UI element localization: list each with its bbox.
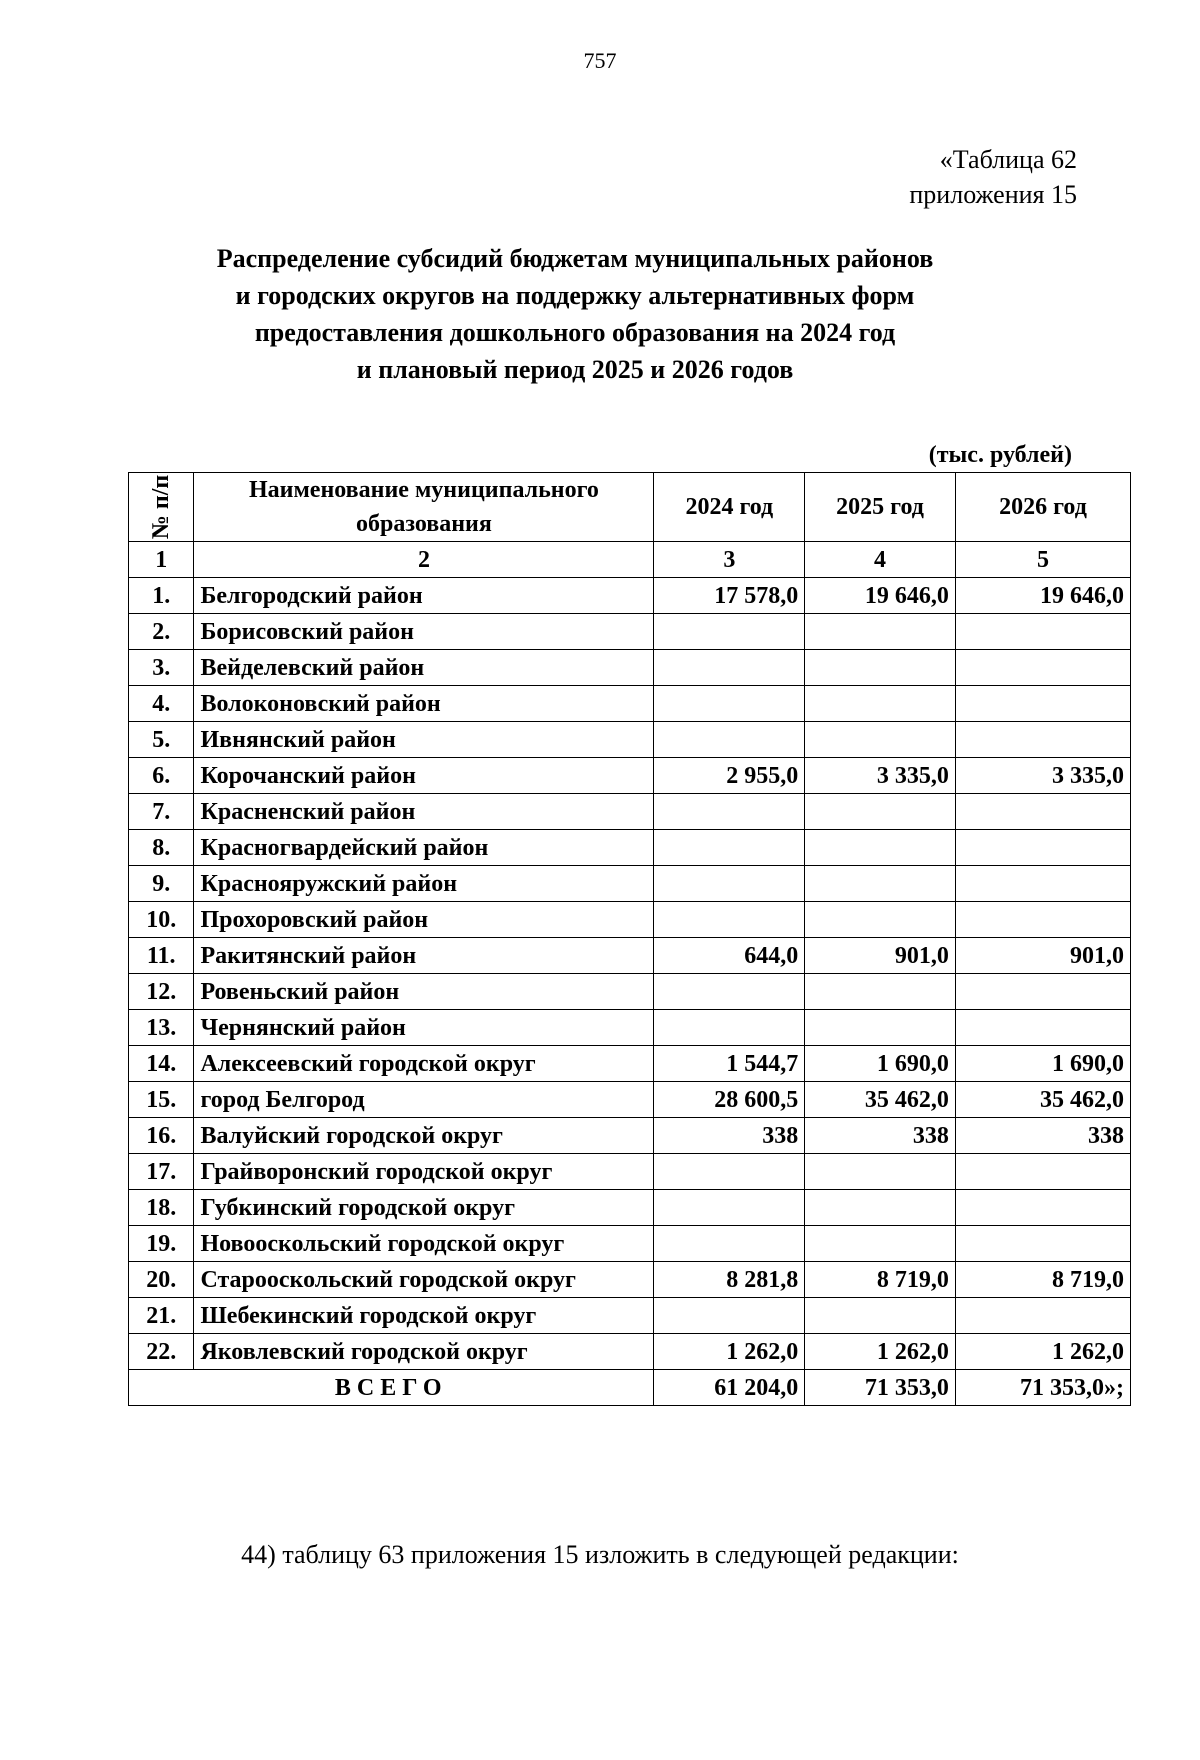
- municipality-name: Чернянский район: [194, 1010, 654, 1046]
- index-cell: 2: [194, 542, 654, 578]
- value-2025: [805, 1154, 956, 1190]
- value-2025: 19 646,0: [805, 578, 956, 614]
- value-2025: [805, 794, 956, 830]
- total-2025: 71 353,0: [805, 1370, 956, 1406]
- municipality-name: Яковлевский городской округ: [194, 1334, 654, 1370]
- value-2026: [955, 650, 1130, 686]
- table-row: [129, 866, 1131, 902]
- value-2025: [805, 902, 956, 938]
- row-number: 6.: [129, 758, 194, 794]
- table-row: [129, 1154, 1131, 1190]
- value-2025: 338: [805, 1118, 956, 1154]
- value-2025: [805, 1190, 956, 1226]
- table-reference: [909, 142, 1077, 212]
- value-2026: [955, 1154, 1130, 1190]
- value-2026: 19 646,0: [955, 578, 1130, 614]
- value-2025: 1 690,0: [805, 1046, 956, 1082]
- value-2024: 2 955,0: [654, 758, 805, 794]
- value-2025: [805, 830, 956, 866]
- total-row: [129, 1370, 1131, 1406]
- table-body: [129, 578, 1131, 1370]
- municipality-name: Волоконовский район: [194, 686, 654, 722]
- page-number: 757: [583, 48, 617, 73]
- value-2024: [654, 1154, 805, 1190]
- value-2026: 338: [955, 1118, 1130, 1154]
- value-2024: 644,0: [654, 938, 805, 974]
- table-row: [129, 830, 1131, 866]
- municipality-name: Алексеевский городской округ: [194, 1046, 654, 1082]
- row-number: 4.: [129, 686, 194, 722]
- value-2024: 17 578,0: [654, 578, 805, 614]
- header-2025: 2025 год: [805, 473, 956, 542]
- row-number: 10.: [129, 902, 194, 938]
- row-number: 22.: [129, 1334, 194, 1370]
- value-2025: 3 335,0: [805, 758, 956, 794]
- municipality-name: Новооскольский городской округ: [194, 1226, 654, 1262]
- table-row: [129, 1226, 1131, 1262]
- row-number: 17.: [129, 1154, 194, 1190]
- row-number: 18.: [129, 1190, 194, 1226]
- value-2024: [654, 722, 805, 758]
- index-cell: 1: [129, 542, 194, 578]
- value-2026: 901,0: [955, 938, 1130, 974]
- table-row: [129, 794, 1131, 830]
- row-number: 11.: [129, 938, 194, 974]
- header-name: Наименование муниципального образования: [194, 473, 654, 542]
- value-2026: 3 335,0: [955, 758, 1130, 794]
- row-number: 7.: [129, 794, 194, 830]
- table-ref-line-2: приложения 15: [909, 180, 1077, 209]
- header-num: [129, 473, 194, 542]
- value-2026: [955, 830, 1130, 866]
- value-2026: 1 690,0: [955, 1046, 1130, 1082]
- row-number: 8.: [129, 830, 194, 866]
- value-2025: 1 262,0: [805, 1334, 956, 1370]
- total-2024: 61 204,0: [654, 1370, 805, 1406]
- value-2026: [955, 686, 1130, 722]
- value-2025: 8 719,0: [805, 1262, 956, 1298]
- table-row: [129, 1334, 1131, 1370]
- table-row: [129, 758, 1131, 794]
- value-2024: 1 544,7: [654, 1046, 805, 1082]
- value-2024: [654, 614, 805, 650]
- total-2026: 71 353,0»;: [955, 1370, 1130, 1406]
- value-2025: [805, 614, 956, 650]
- column-index-row: [129, 542, 1131, 578]
- row-number: 9.: [129, 866, 194, 902]
- row-number: 1.: [129, 578, 194, 614]
- value-2026: [955, 614, 1130, 650]
- value-2026: [955, 974, 1130, 1010]
- title-line-3: предоставления дошкольного образования на 2024 год: [254, 318, 896, 347]
- table-ref-line-1: «Таблица 62: [939, 145, 1077, 174]
- table-row: [129, 1082, 1131, 1118]
- value-2024: [654, 866, 805, 902]
- document-title: [150, 240, 1000, 388]
- municipality-name: город Белгород: [194, 1082, 654, 1118]
- municipality-name: Красногвардейский район: [194, 830, 654, 866]
- title-line-4: и плановый период 2025 и 2026 годов: [356, 355, 794, 384]
- header-num-label: № п/п: [148, 474, 175, 540]
- municipality-name: Прохоровский район: [194, 902, 654, 938]
- value-2025: [805, 866, 956, 902]
- table-row: [129, 902, 1131, 938]
- title-line-2: и городских округов на поддержку альтернативных форм: [235, 281, 915, 310]
- table-row: [129, 974, 1131, 1010]
- table-row: [129, 1118, 1131, 1154]
- value-2025: 35 462,0: [805, 1082, 956, 1118]
- value-2025: [805, 974, 956, 1010]
- value-2024: [654, 1010, 805, 1046]
- table-header-row: [129, 473, 1131, 542]
- value-2024: [654, 650, 805, 686]
- value-2025: [805, 1010, 956, 1046]
- value-2024: [654, 794, 805, 830]
- value-2024: [654, 1226, 805, 1262]
- table-row: [129, 614, 1131, 650]
- value-2025: [805, 650, 956, 686]
- total-label: ВСЕГО: [129, 1370, 654, 1406]
- municipality-name: Старооскольский городской округ: [194, 1262, 654, 1298]
- municipality-name: Краснояружский район: [194, 866, 654, 902]
- table-row: [129, 1190, 1131, 1226]
- row-number: 16.: [129, 1118, 194, 1154]
- index-cell: 4: [805, 542, 956, 578]
- value-2024: [654, 830, 805, 866]
- row-number: 15.: [129, 1082, 194, 1118]
- value-2026: [955, 1298, 1130, 1334]
- value-2026: 35 462,0: [955, 1082, 1130, 1118]
- municipality-name: Вейделевский район: [194, 650, 654, 686]
- municipality-name: Губкинский городской округ: [194, 1190, 654, 1226]
- value-2026: [955, 902, 1130, 938]
- value-2025: [805, 1226, 956, 1262]
- row-number: 13.: [129, 1010, 194, 1046]
- table-row: [129, 1262, 1131, 1298]
- index-cell: 5: [955, 542, 1130, 578]
- subsidy-table: [128, 472, 1131, 1406]
- value-2024: 8 281,8: [654, 1262, 805, 1298]
- value-2024: [654, 1298, 805, 1334]
- value-2024: [654, 974, 805, 1010]
- municipality-name: Валуйский городской округ: [194, 1118, 654, 1154]
- row-number: 20.: [129, 1262, 194, 1298]
- value-2024: [654, 902, 805, 938]
- value-2024: 28 600,5: [654, 1082, 805, 1118]
- value-2026: 8 719,0: [955, 1262, 1130, 1298]
- table-row: [129, 1298, 1131, 1334]
- header-2026: 2026 год: [955, 473, 1130, 542]
- title-line-1: Распределение субсидий бюджетам муниципальных районов: [216, 244, 934, 273]
- row-number: 19.: [129, 1226, 194, 1262]
- row-number: 5.: [129, 722, 194, 758]
- value-2026: [955, 1010, 1130, 1046]
- header-2024: 2024 год: [654, 473, 805, 542]
- value-2026: [955, 1226, 1130, 1262]
- value-2026: 1 262,0: [955, 1334, 1130, 1370]
- row-number: 14.: [129, 1046, 194, 1082]
- municipality-name: Ивнянский район: [194, 722, 654, 758]
- value-2024: [654, 686, 805, 722]
- index-cell: 3: [654, 542, 805, 578]
- table-row: [129, 1046, 1131, 1082]
- row-number: 21.: [129, 1298, 194, 1334]
- value-2026: [955, 794, 1130, 830]
- municipality-name: Борисовский район: [194, 614, 654, 650]
- table-row: [129, 938, 1131, 974]
- table-row: [129, 686, 1131, 722]
- municipality-name: Ракитянский район: [194, 938, 654, 974]
- value-2026: [955, 1190, 1130, 1226]
- row-number: 2.: [129, 614, 194, 650]
- value-2025: [805, 722, 956, 758]
- footer-instruction: 44) таблицу 63 приложения 15 изложить в следующей редакции:: [241, 1540, 959, 1569]
- value-2024: [654, 1190, 805, 1226]
- table-row: [129, 578, 1131, 614]
- municipality-name: Корочанский район: [194, 758, 654, 794]
- units-label: (тыс. рублей): [928, 442, 1072, 468]
- municipality-name: Ровеньский район: [194, 974, 654, 1010]
- value-2026: [955, 866, 1130, 902]
- municipality-name: Грайворонский городской округ: [194, 1154, 654, 1190]
- municipality-name: Шебекинский городской округ: [194, 1298, 654, 1334]
- value-2026: [955, 722, 1130, 758]
- value-2025: [805, 686, 956, 722]
- row-number: 12.: [129, 974, 194, 1010]
- municipality-name: Белгородский район: [194, 578, 654, 614]
- value-2025: [805, 1298, 956, 1334]
- table-row: [129, 722, 1131, 758]
- municipality-name: Красненский район: [194, 794, 654, 830]
- row-number: 3.: [129, 650, 194, 686]
- value-2025: 901,0: [805, 938, 956, 974]
- table-row: [129, 1010, 1131, 1046]
- table-row: [129, 650, 1131, 686]
- value-2024: 338: [654, 1118, 805, 1154]
- value-2024: 1 262,0: [654, 1334, 805, 1370]
